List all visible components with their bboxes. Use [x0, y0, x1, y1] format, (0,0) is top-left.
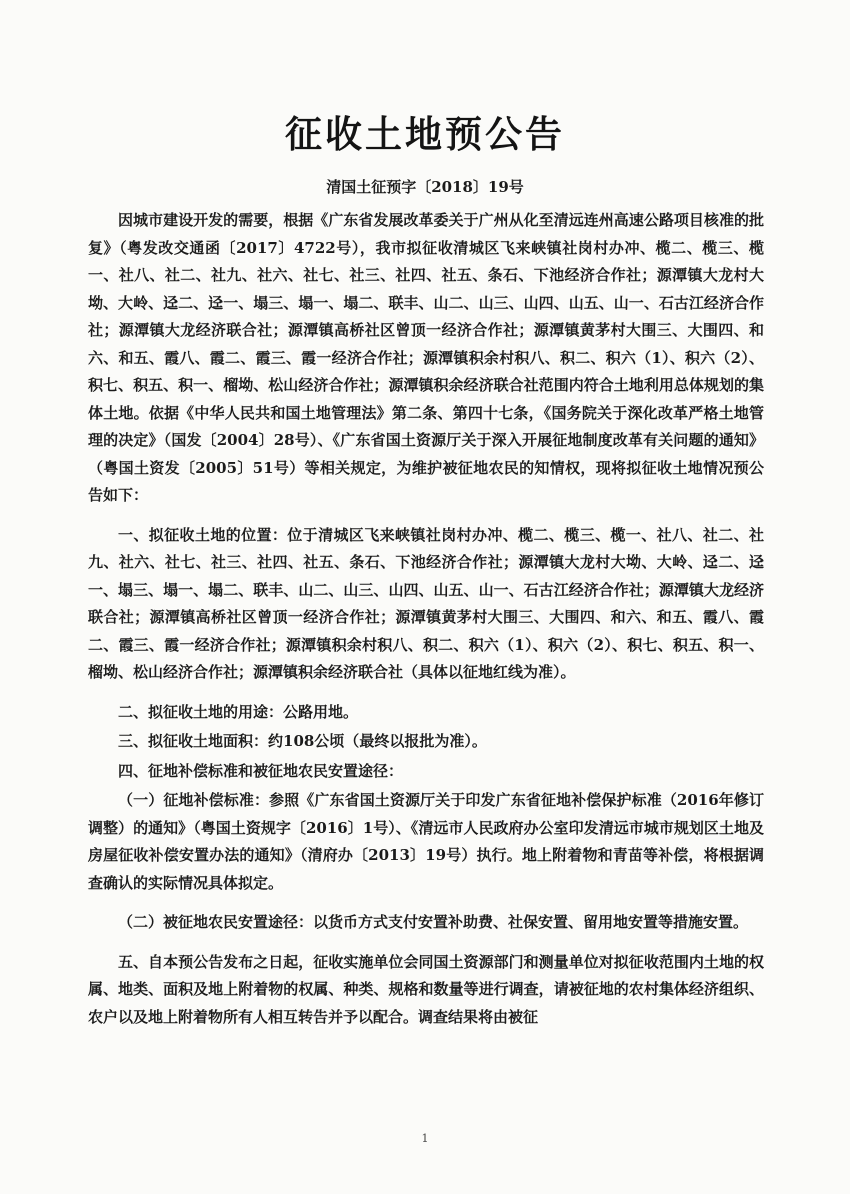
item-resettlement: （二）被征地农民安置途径：以货币方式支付安置补助费、社保安置、留用地安置等措施安置。 [118, 913, 749, 931]
page-number: 1 [421, 1132, 429, 1145]
intro-paragraph: 因城市建设开发的需要，根据《广东省发展改革委关于广州从化至清远连州高速公路项目核准的批复》（粤发改交通函〔2017〕4722号），我市拟征收清城区飞来峡镇社岗村办冲、榄二、榄三、榄一、社八、社二、社九、社六、社七、社三、社四、社五、条石、下池经济合作社；源潭镇大龙村大坳、大岭、迳二、迳一、塌三、塌一、塌二、联丰、山二、山三、山四、山五、山一、石古江经济合作社；源潭镇大龙经济联合社；源潭镇高桥社区曾顶一经济合作社；源潭镇黄茅村大围三、大围四、和六、和五、霞八、霞二、霞三、霞一经济合作社；源潭镇积余村积八、积二、积六（1）、积六（2）、积七、积五、积一、榴坳、松山经济合作社；源潭镇积余经济联合社范围内符合土地利用总体规划的集体土地。依据《中华人民共和国土地管理法》第二条、第四十七条，《国务院关于深化改革严格土地管理的决定》（国发〔2004〕28号）、《广东省国土资源厅关于深入开展征地制度改革有关问题的通知》（粤国土资发〔2005〕51号）等相关规定，为维护被征地农民的知情权，现将拟征收土地情况预公告如下： [88, 211, 764, 504]
item-survey: 五、自本预公告发布之日起，征收实施单位会同国土资源部门和测量单位对拟征收范围内土地的权属、地类、面积及地上附着物的权属、种类、规格和数量等进行调查，请被征地的农村集体经济组织、农户以及地上附着物所有人相互转告并予以配合。调查结果将由被征 [88, 952, 764, 1026]
page-title: 征收土地预公告 [285, 112, 565, 156]
document-body [88, 207, 764, 1043]
item-usage: 二、拟征收土地的用途：公路用地。 [118, 702, 359, 721]
item-location: 一、拟征收土地的位置：位于清城区飞来峡镇社岗村办冲、榄二、榄三、榄一、社八、社二、社九、社六、社七、社三、社四、社五、条石、下池经济合作社；源潭镇大龙村大坳、大岭、迳二、迳一、塌三、塌一、塌二、联丰、山二、山三、山四、山五、山一、石古江经济合作社；源潭镇大龙经济联合社；源潭镇高桥社区曾顶一经济合作社；源潭镇黄茅村大围三、大围四、和六、和五、霞八、霞二、霞三、霞一经济合作社；源潭镇积余村积八、积二、积六（1）、积六（2）、积七、积五、积一、榴坳、松山经济合作社；源潭镇积余经济联合社（具体以征地红线为准）。 [88, 525, 764, 681]
item-area: 三、拟征收土地面积：约108公顷（最终以报批为准）。 [118, 732, 487, 750]
document-number: 清国土征预字〔2018〕19号 [326, 178, 524, 196]
item-compensation-standard: （一）征地补偿标准：参照《广东省国土资源厅关于印发广东省征地补偿保护标准（2016年修订调整）的通知》（粤国土资规字〔2016〕1号）、《清远市人民政府办公室印发清远市城市规划区土地及房屋征收补偿安置办法的通知》（清府办〔2013〕19号）执行。地上附着物和青苗等补偿，将根据调查确认的实际情况具体拟定。 [88, 791, 764, 892]
item-compensation-heading: 四、征地补偿标准和被征地农民安置途径： [118, 761, 404, 780]
